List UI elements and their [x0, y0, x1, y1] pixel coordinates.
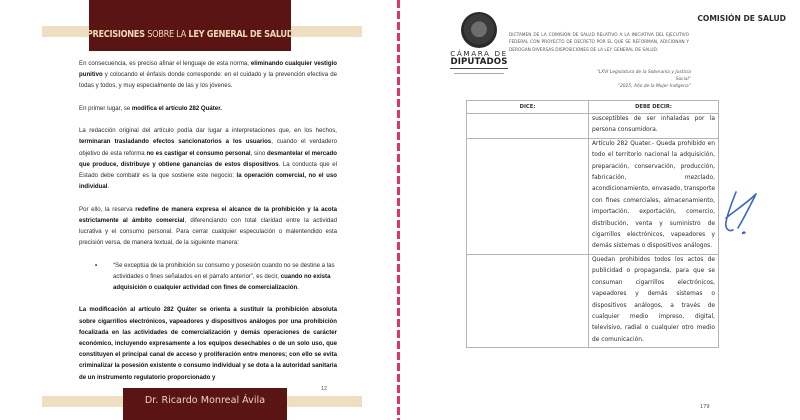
text-run: y colocando el énfasis donde corresponde: en el cuidado y la prevención efectiva de todas y todos, y muy especialmente de las y los jóvenes.: [79, 71, 337, 90]
text-run: , cuando el verdadero objetivo de esta reforma: [79, 138, 337, 157]
cell-dice: [467, 114, 589, 139]
page-number: 179: [700, 404, 710, 410]
text-run: , diferenciando con total claridad entre la actividad lucrativa y el consumo personal. Para cerrar cualquier especulación o malentendido esta precisión versa, de manera textual, de la siguiente manera:: [79, 216, 338, 247]
footer-author-box: [123, 388, 287, 420]
left-document-page: [0, 0, 397, 420]
text-run: Por ello, la reserva: [79, 205, 136, 213]
page-title: [87, 29, 293, 40]
title-part: SOBRE LA: [147, 29, 186, 40]
column-header-dice: DICE:: [467, 101, 589, 114]
commission-title: COMISIÓN DE SALUD: [697, 14, 786, 23]
text-run: En consecuencia, es preciso afinar el lenguaje de esta norma,: [79, 60, 251, 67]
seal-icon: [461, 12, 497, 48]
bullet-marker: •: [95, 261, 98, 269]
bold-text: la operación comercial, no el uso individual: [79, 172, 337, 191]
table-row: [467, 114, 719, 139]
handwritten-signature-icon: [722, 188, 766, 238]
bold-text: cuando no exista adquisición o cualquier actividad con fines de comercialización: [113, 272, 331, 291]
table-header-row: [467, 101, 719, 114]
text-run: “Se exceptúa de la prohibición su consumo y posesión cuando no se destine a las actividades o fines señalados en el párrafo anterior”, es decir,: [113, 261, 335, 280]
cell-debe-decir: Quedan prohibidos todos los actos de publicidad o propaganda, para que se consuman cigarrillos electrónicos, vapeadores y demás sistemas o dispositivos análogos, a través de cualquier medio impreso, digital, televisivo, radial o cualquier otro medio de comunicación.: [589, 254, 719, 347]
logo-text-line1: CÁMARA DE: [450, 49, 508, 58]
bold-text: no es castigar el consumo personal: [146, 149, 251, 157]
cell-debe-decir: Artículo 282 Quater.- Queda prohibido en todo el territorio nacional la adquisición, preparación, conservación, producción, fabricación, mezclado, acondicionamiento, envasado, transporte con fines comerciales, almacenamiento, importación, exportación, comercio, distribución, venta y suministro de cigarrillos electrónicos, vapeadores y demás sistemas o dispositivos análogos.: [589, 138, 719, 254]
title-part: PRECISIONES: [86, 29, 145, 40]
cell-debe-decir: susceptibles de ser inhaladas por la persona consumidora.: [589, 114, 719, 139]
paragraph: [79, 58, 337, 92]
chamber-logo: [444, 12, 514, 78]
page-number: 12: [321, 386, 328, 392]
table-row: [467, 138, 719, 254]
legislature-quotes: [580, 69, 691, 90]
header-title-box: [86, 0, 294, 51]
dictamen-description: DICTAMEN DE LA COMISIÓN DE SALUD RELATIVO A LA INICIATIVA DEL EJECUTIVO FEDERAL CON PROYECTO DE DECRETO POR EL QUE SE REFORMAN, ADICIONAN Y DEROGAN DIVERSAS DISPOSICIONES DE LA LEY GENERAL DE SALUD.: [509, 33, 689, 53]
bullet-item: [79, 260, 337, 294]
paragraph: La modificación al artículo 282 Quáter se orienta a sustituir la prohibición absoluta sobre cigarrillos electrónicos, vapeadores y dispositivos análogos por una prohibición focalizada en las actividades de comercialización y demás operaciones de carácter económico, incluyendo expresamente a los equipos desechables o de un solo uso, que constituyen el principal canal de acceso y proliferación entre menores; con ello se evita criminalizar la posesión existente o consumo individual y se dota a la autoridad sanitaria de un instrumento regulatorio proporcionado y: [79, 306, 337, 381]
cell-dice: [467, 138, 589, 254]
logo-rule: [454, 73, 504, 75]
bold-text: modifica el artículo 282 Quáter.: [131, 104, 222, 112]
bold-text: redefine de manera expresa el alcance de la prohibición y la acota estrictamente al ámbito comercial: [79, 205, 338, 224]
paragraph: [79, 204, 337, 249]
cell-dice: [467, 254, 589, 347]
text-run: .: [297, 284, 299, 291]
bullet-text: [113, 260, 337, 294]
text-run: En primer lugar, se: [79, 104, 132, 112]
comparison-table: [466, 100, 719, 348]
logo-rule: [450, 68, 508, 71]
quote-line: “LXVI Legislatura de la Soberanía y Justicia Social”: [596, 70, 691, 82]
paragraph: [79, 125, 337, 192]
bold-text: terminaran trasladando efectos sancionatorios a los usuarios: [79, 138, 272, 146]
table-row: [467, 254, 719, 347]
text-run: La redacción original del artículo podía dar lugar a interpretaciones que, en los hechos,: [79, 127, 337, 135]
bold-text: eliminando cualquier vestigio punitivo: [79, 60, 337, 79]
paragraph: [79, 103, 337, 114]
logo-text-line2: DIPUTADOS: [450, 57, 508, 67]
quote-line: “2025, Año de la Mujer Indígena”: [617, 84, 691, 89]
text-run: . La conducta que el Estado debe combatir es la que sostiene este negocio:: [79, 160, 337, 179]
bold-text: desmantelar el mercado que produce, distribuye y obtiene ganancias de estos dispositivos: [79, 149, 337, 168]
title-part: LEY GENERAL DE SALUD: [188, 29, 294, 40]
text-run: , sino: [250, 149, 268, 157]
right-document-page: [400, 0, 800, 420]
author-name: Dr. Ricardo Monreal Ávila: [144, 395, 266, 406]
body-text: [79, 58, 337, 394]
column-header-debe-decir: DEBE DECIR:: [589, 101, 719, 114]
text-run: .: [107, 183, 110, 191]
